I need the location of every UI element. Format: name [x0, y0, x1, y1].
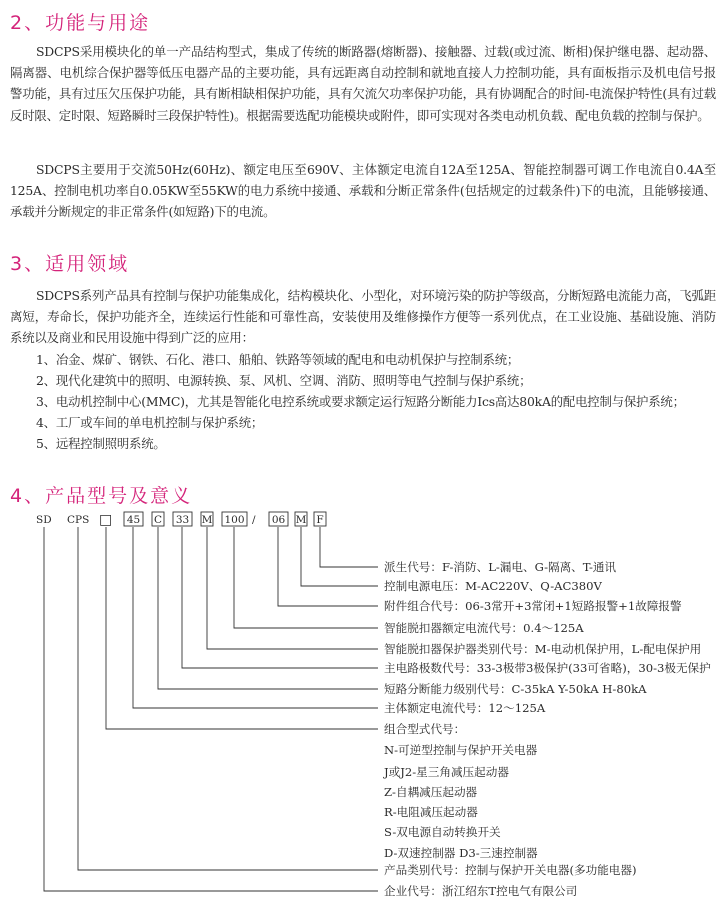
application-list	[36, 349, 685, 454]
code-accessory: 06	[271, 514, 286, 526]
list-item: 4、工厂或车间的单电机控制与保护系统；	[36, 415, 264, 431]
connector-breaking	[158, 527, 378, 689]
section-2-heading: 2、功能与用途	[10, 12, 151, 34]
list-item: 3、电动机控制中心(MMC)，尤其是智能化电控系统或要求额定运行短路分断能力Ics高达80kA的配电控制与保护系统；	[36, 394, 685, 410]
code-setting: 100	[224, 514, 245, 526]
connector-current	[133, 527, 378, 708]
connector-protector	[207, 527, 378, 649]
code-breaking: C	[153, 514, 163, 526]
section-3-heading: 3、适用领域	[10, 253, 130, 275]
label-combination-r: R-电阻减压起动器	[384, 805, 478, 819]
connector-setting	[234, 527, 378, 628]
label-current: 主体额定电流代号：12～125A	[384, 701, 546, 715]
label-combination-j: J或J2-星三角减压起动器	[384, 765, 509, 779]
section-2-paragraph-1: SDCPS采用模块化的单一产品结构型式，集成了传统的断路器(熔断器)、接触器、过载(或过流、断相)保护继电器、起动器、隔离器、电机综合保护器等低压电器产品的主要功能，具有远距离自动控制和就地直接人力控制功能，具有面板指示及机电信号报警功能，具有过压欠压保护功能，具有断相缺相保护功能，具有欠流欠功率保护功能，具有协调配合的时间-电流保护特性(具有过载反时限、定时限、短路瞬时三段保护特性)。根据需要选配功能模块或附件，即可实现对各类电动机负载、配电负载的控制与保护。	[10, 44, 716, 123]
code-sd: SD	[36, 514, 52, 526]
connector-category	[78, 527, 378, 870]
label-combination-n: N-可逆型控制与保护开关电器	[384, 743, 538, 757]
label-poles: 主电路极数代号：33-3极带3极保护(33可省略)，30-3极无保护	[384, 661, 711, 675]
list-item: 2、现代化建筑中的照明、电源转换、泵、风机、空调、消防、照明等电气控制与保护系统；	[36, 373, 532, 389]
connector-lines	[44, 527, 378, 891]
code-slash: /	[252, 514, 256, 526]
code-derived: F	[316, 514, 324, 526]
label-combination: 组合型式代号：	[384, 722, 466, 736]
list-item: 1、冶金、煤矿、钢铁、石化、港口、船舶、铁路等领域的配电和电动机保护与控制系统；	[36, 352, 520, 367]
label-combination-s: S-双电源自动转换开关	[384, 825, 501, 839]
connector-power	[301, 527, 378, 586]
section-2-paragraph-2: SDCPS主要用于交流50Hz(60Hz)、额定电压至690V、主体额定电流自12A至125A、智能控制器可调工作电流自0.4A至125A、控制电机功率自0.05KW至55KW的电力系统中接通、承载和分断正常条件(包括规定的过载条件)下的电流，且能够接通、承载并分断规定的非正常条件(如短路)下的电流。	[10, 162, 716, 220]
code-empty-box: □	[99, 512, 113, 528]
code-protector: M	[201, 514, 213, 526]
connector-accessory	[278, 527, 378, 606]
label-combination-z: Z-自耦减压起动器	[384, 785, 478, 799]
label-power: 控制电源电压：M-AC220V、Q-AC380V	[384, 579, 602, 593]
code-current: 45	[126, 514, 141, 526]
section-3-paragraph: SDCPS系列产品具有控制与保护功能集成化，结构模块化、小型化，对环境污染的防护等级高，分断短路电流能力高，飞弧距离短，寿命长，保护功能齐全，连续运行性能和可靠性高，安装使用及维修操作方便等一系列优点，在工业设施、基础设施、消防系统以及商业和民用设施中得到广泛的应用：	[10, 288, 716, 346]
list-item: 5、远程控制照明系统。	[36, 436, 166, 452]
connector-poles	[182, 527, 378, 668]
label-setting: 智能脱扣器额定电流代号：0.4～125A	[384, 621, 584, 635]
label-combination-d: D-双速控制器 D3-三速控制器	[384, 846, 538, 860]
section-4-heading: 4、产品型号及意义	[10, 485, 193, 507]
code-power: M	[295, 514, 307, 526]
label-breaking: 短路分断能力级别代号：C-35kA Y-50kA H-80kA	[384, 682, 647, 696]
connector-derived	[320, 527, 378, 567]
code-cps: CPS	[67, 514, 90, 526]
label-category: 产品类别代号：控制与保护开关电器(多功能电器)	[384, 863, 637, 877]
model-number-diagram	[0, 500, 720, 901]
label-accessory: 附件组合代号：06-3常开+3常闭+1短路报警+1故障报警	[384, 599, 682, 613]
code-poles: 33	[175, 514, 190, 526]
label-enterprise: 企业代号：浙江绍东T控电气有限公司	[384, 884, 578, 898]
connector-enterprise	[44, 527, 378, 891]
label-protector: 智能脱扣器保护器类别代号：M-电动机保护用，L-配电保护用	[384, 642, 702, 656]
label-derived: 派生代号：F-消防、L-漏电、G-隔离、T-通讯	[384, 560, 617, 574]
